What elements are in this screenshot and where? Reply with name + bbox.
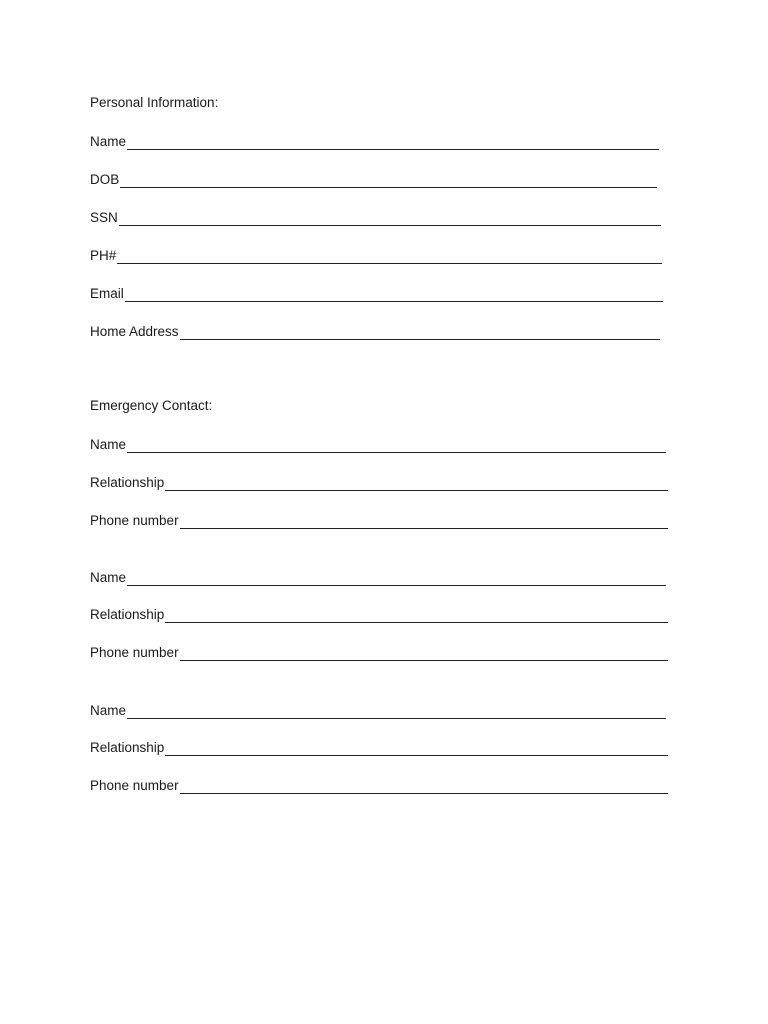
contact-2-relationship-field[interactable] [90,605,668,623]
personal-info-heading: Personal Information: [90,95,219,110]
contact-3-relationship-field[interactable] [90,738,668,756]
contact-relationship-label: Relationship [90,740,165,755]
contact-relationship-line[interactable] [165,741,668,756]
email-field[interactable] [90,284,663,302]
name-field[interactable] [90,132,659,150]
contact-2-name-field[interactable] [90,568,666,586]
home-address-line[interactable] [180,325,660,340]
contact-relationship-label: Relationship [90,607,165,622]
contact-phone-label: Phone number [90,778,179,793]
contact-1-phone-field[interactable] [90,511,668,529]
name-label: Name [90,134,127,149]
contact-1-name-field[interactable] [90,435,666,453]
contact-name-line[interactable] [127,438,666,453]
contact-3-phone-field[interactable] [90,776,668,794]
contact-name-label: Name [90,703,127,718]
emergency-contact-heading: Emergency Contact: [90,398,213,413]
contact-2-phone-field[interactable] [90,643,668,661]
contact-name-line[interactable] [127,571,666,586]
dob-line[interactable] [120,173,657,188]
contact-1-relationship-field[interactable] [90,473,668,491]
ssn-label: SSN [90,210,118,225]
phone-label: PH# [90,248,117,263]
contact-phone-label: Phone number [90,513,179,528]
contact-phone-line[interactable] [180,646,668,661]
contact-phone-label: Phone number [90,645,179,660]
email-line[interactable] [125,287,663,302]
contact-relationship-line[interactable] [165,608,668,623]
contact-name-label: Name [90,570,127,585]
contact-relationship-line[interactable] [165,476,668,491]
home-address-label: Home Address [90,324,179,339]
phone-line[interactable] [117,249,662,264]
contact-name-label: Name [90,437,127,452]
phone-field[interactable] [90,246,662,264]
contact-phone-line[interactable] [180,779,668,794]
contact-relationship-label: Relationship [90,475,165,490]
contact-3-name-field[interactable] [90,701,666,719]
ssn-line[interactable] [119,211,661,226]
home-address-field[interactable] [90,322,660,340]
email-label: Email [90,286,124,301]
dob-label: DOB [90,172,120,187]
contact-name-line[interactable] [127,704,666,719]
name-line[interactable] [127,135,659,150]
ssn-field[interactable] [90,208,661,226]
contact-phone-line[interactable] [180,514,668,529]
dob-field[interactable] [90,170,657,188]
